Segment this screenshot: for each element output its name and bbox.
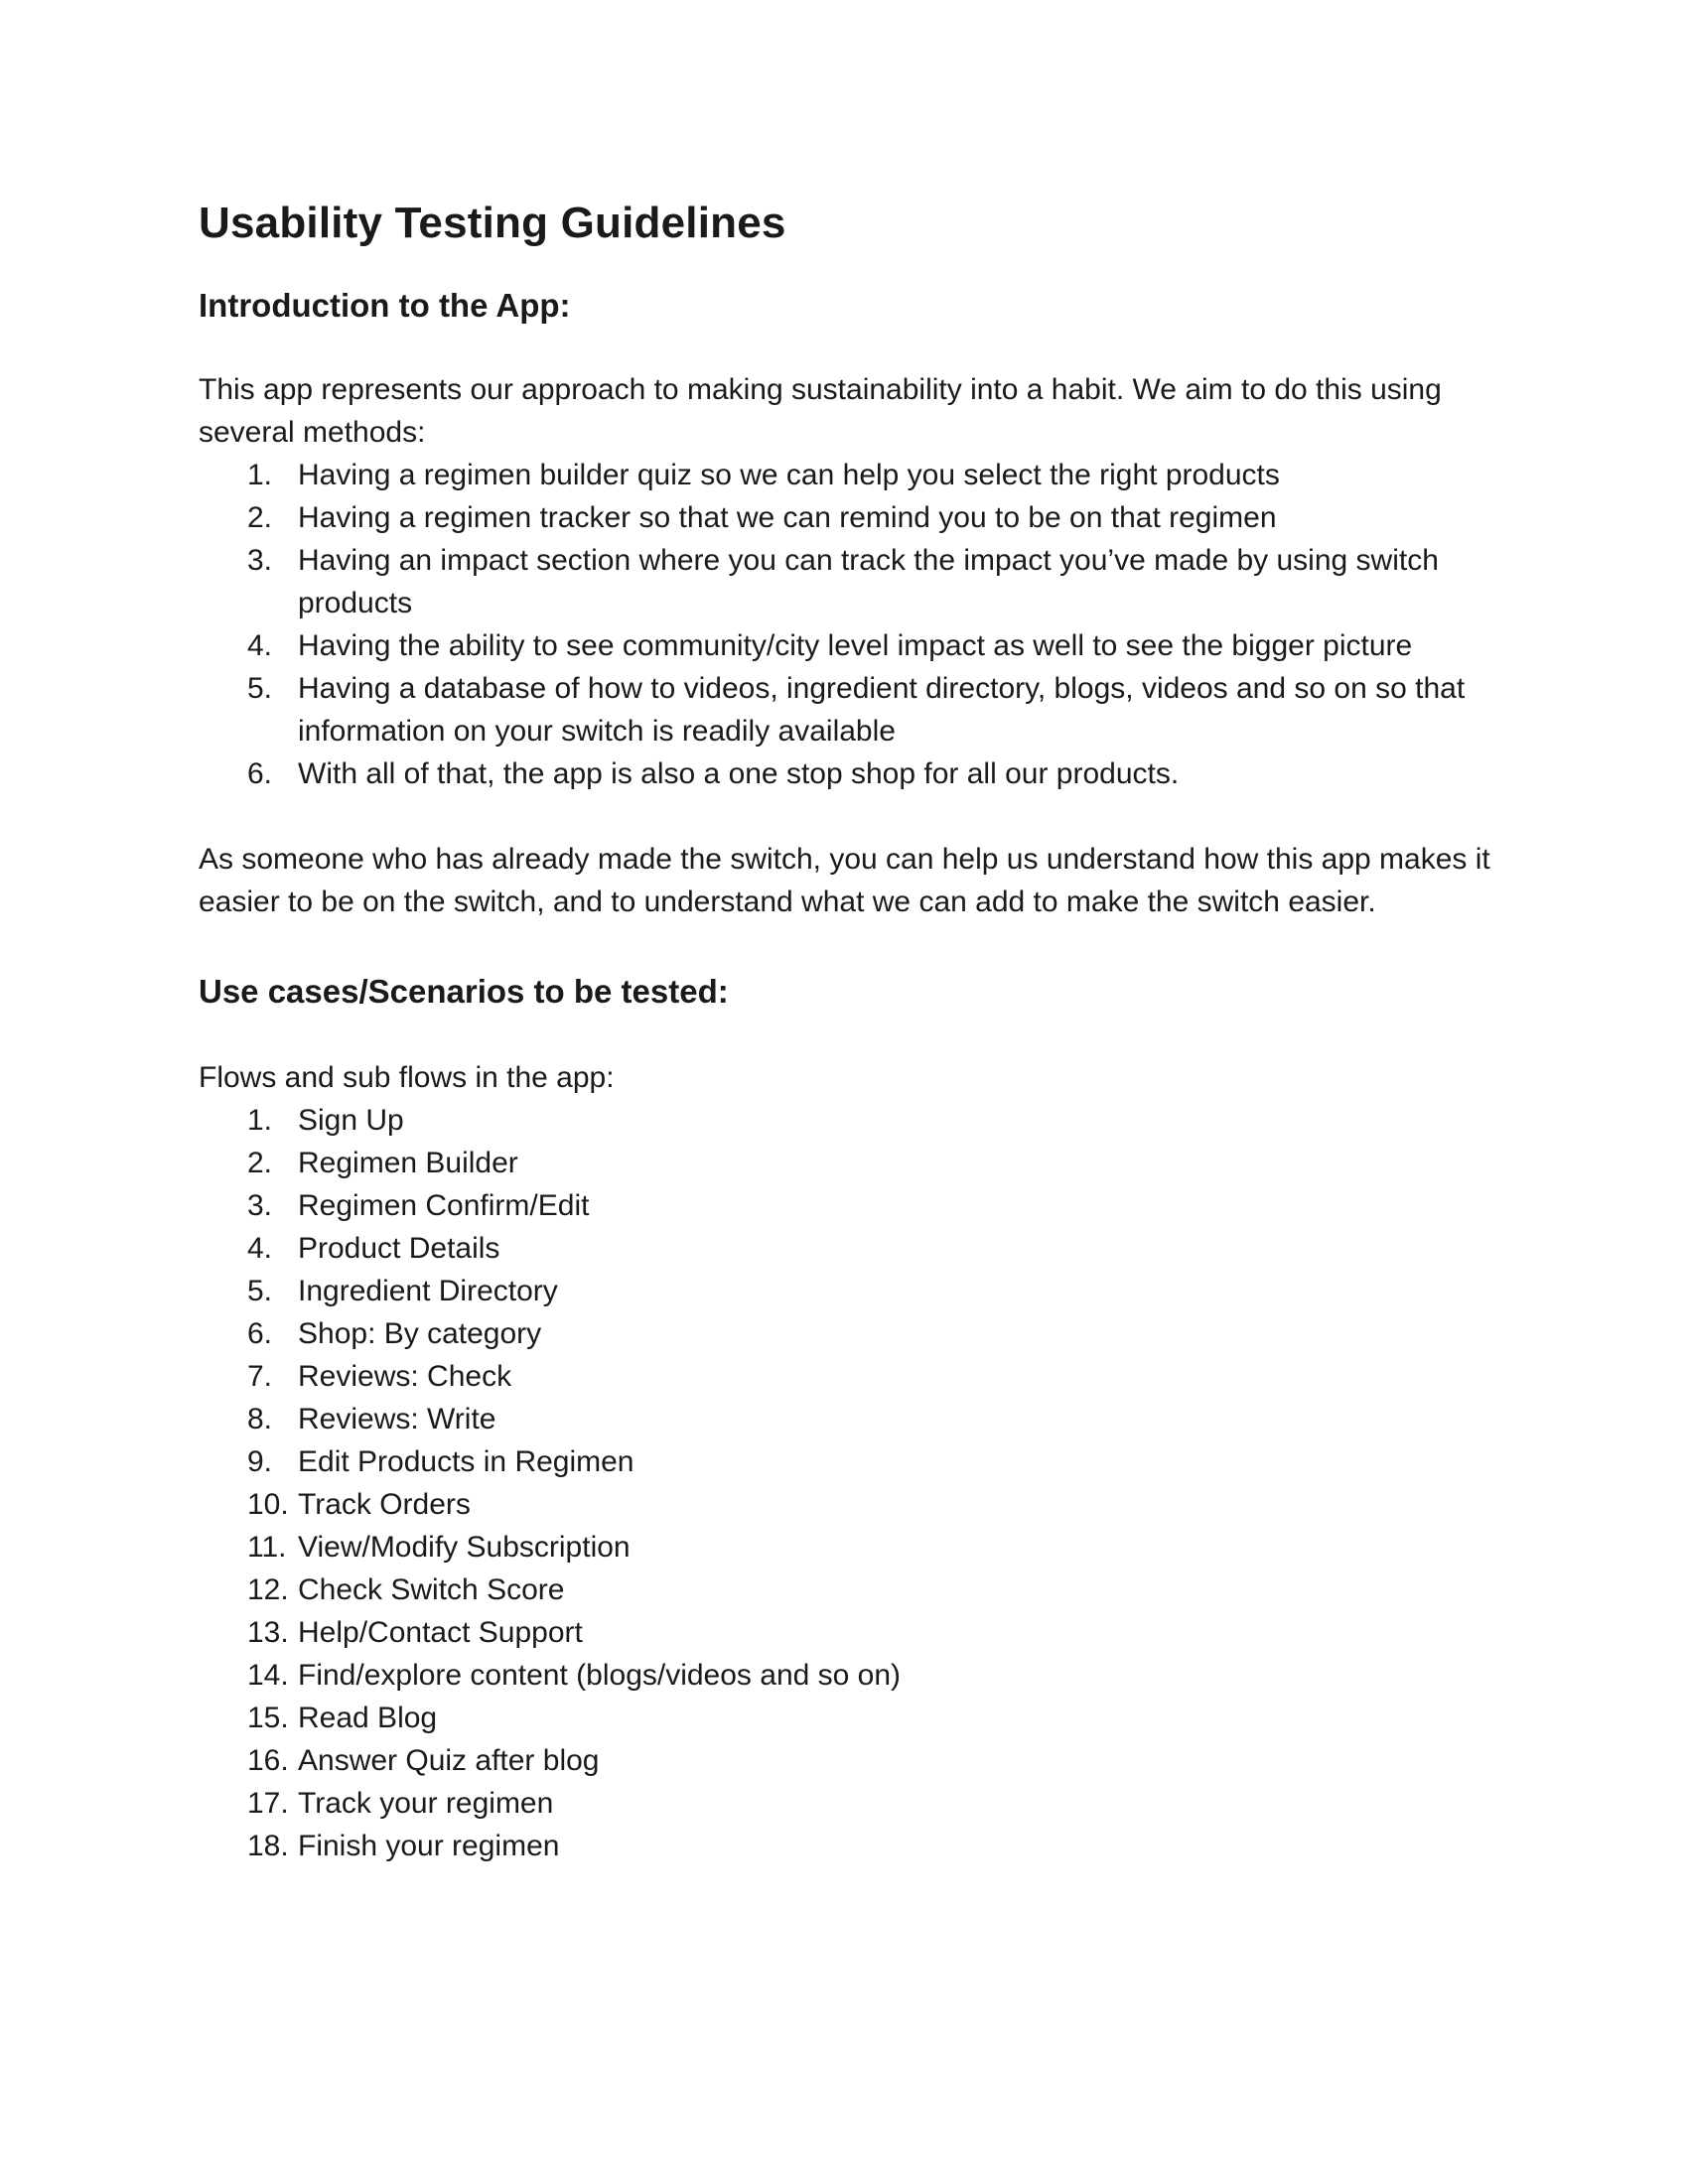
flows-lead-text: Flows and sub flows in the app: [199, 1061, 615, 1094]
list-number: 1. [247, 1104, 273, 1137]
list-item [199, 1611, 1499, 1654]
list-item [199, 1654, 1499, 1697]
list-text: Finish your regimen [298, 1830, 560, 1862]
flows-list [199, 1099, 1499, 1867]
list-item [199, 539, 1499, 624]
list-text: Check Switch Score [298, 1573, 565, 1606]
list-text: Having a regimen tracker so that we can remind you to be on that regimen [298, 501, 1277, 534]
list-item [199, 1825, 1499, 1867]
list-item [199, 1312, 1499, 1355]
list-item [199, 624, 1499, 667]
closing-paragraph: As someone who has already made the switch, you can help us understand how this app makes it easier to be on the switch, and to understand what we can add to make the switch easier. [199, 843, 1490, 918]
list-number: 18. [247, 1830, 289, 1862]
list-number: 5. [247, 672, 273, 705]
list-number: 2. [247, 501, 273, 534]
list-text: Regimen Builder [298, 1147, 518, 1179]
list-text: Shop: By category [298, 1317, 542, 1350]
list-number: 11. [247, 1531, 287, 1564]
list-item [199, 1440, 1499, 1483]
list-item [199, 496, 1499, 539]
list-number: 14. [247, 1659, 289, 1692]
list-number: 13. [247, 1616, 289, 1649]
list-item [199, 1526, 1499, 1569]
list-number: 9. [247, 1445, 273, 1478]
usecases-heading: Use cases/Scenarios to be tested: [199, 973, 729, 1010]
list-number: 6. [247, 757, 273, 790]
list-text: Answer Quiz after blog [298, 1744, 600, 1777]
list-number: 12. [247, 1573, 289, 1606]
list-text: Edit Products in Regimen [298, 1445, 634, 1478]
methods-list [199, 454, 1499, 795]
list-text: Having an impact section where you can track the impact you’ve made by using switch products [298, 544, 1439, 619]
list-item [199, 1697, 1499, 1739]
list-item [199, 752, 1499, 795]
list-item [199, 1782, 1499, 1825]
list-item [199, 1227, 1499, 1270]
list-text: Read Blog [298, 1702, 438, 1734]
list-item [199, 1355, 1499, 1398]
list-text: View/Modify Subscription [298, 1531, 631, 1564]
list-number: 2. [247, 1147, 273, 1179]
list-item [199, 667, 1499, 752]
list-text: Having the ability to see community/city level impact as well to see the bigger picture [298, 629, 1413, 662]
document-page [199, 194, 1499, 1867]
list-text: Product Details [298, 1232, 500, 1265]
list-text: Help/Contact Support [298, 1616, 583, 1649]
list-item [199, 1483, 1499, 1526]
list-text: Find/explore content (blogs/videos and so on) [298, 1659, 902, 1692]
list-number: 3. [247, 544, 273, 577]
list-item [199, 1739, 1499, 1782]
list-text: Having a database of how to videos, ingredient directory, blogs, videos and so on so that information on your switch is readily available [298, 672, 1466, 748]
list-item [199, 1184, 1499, 1227]
document-title: Usability Testing Guidelines [199, 199, 786, 247]
intro-heading: Introduction to the App: [199, 287, 571, 324]
list-number: 7. [247, 1360, 273, 1393]
list-item [199, 454, 1499, 496]
list-text: Track your regimen [298, 1787, 554, 1820]
list-text: Ingredient Directory [298, 1275, 558, 1307]
list-item [199, 1569, 1499, 1611]
list-number: 4. [247, 629, 273, 662]
list-number: 3. [247, 1189, 273, 1222]
list-number: 5. [247, 1275, 273, 1307]
list-number: 17. [247, 1787, 289, 1820]
list-number: 1. [247, 459, 273, 491]
list-item [199, 1142, 1499, 1184]
list-text: Reviews: Check [298, 1360, 512, 1393]
list-number: 16. [247, 1744, 289, 1777]
list-number: 4. [247, 1232, 273, 1265]
list-number: 10. [247, 1488, 289, 1521]
list-text: With all of that, the app is also a one stop shop for all our products. [298, 757, 1180, 790]
list-text: Reviews: Write [298, 1403, 496, 1435]
list-text: Regimen Confirm/Edit [298, 1189, 590, 1222]
list-item [199, 1099, 1499, 1142]
list-item [199, 1398, 1499, 1440]
list-number: 8. [247, 1403, 273, 1435]
list-text: Sign Up [298, 1104, 404, 1137]
list-item [199, 1270, 1499, 1312]
list-text: Having a regimen builder quiz so we can help you select the right products [298, 459, 1280, 491]
list-text: Track Orders [298, 1488, 471, 1521]
intro-paragraph: This app represents our approach to making sustainability into a habit. We aim to do this using several methods: [199, 373, 1442, 449]
list-number: 15. [247, 1702, 289, 1734]
list-number: 6. [247, 1317, 273, 1350]
